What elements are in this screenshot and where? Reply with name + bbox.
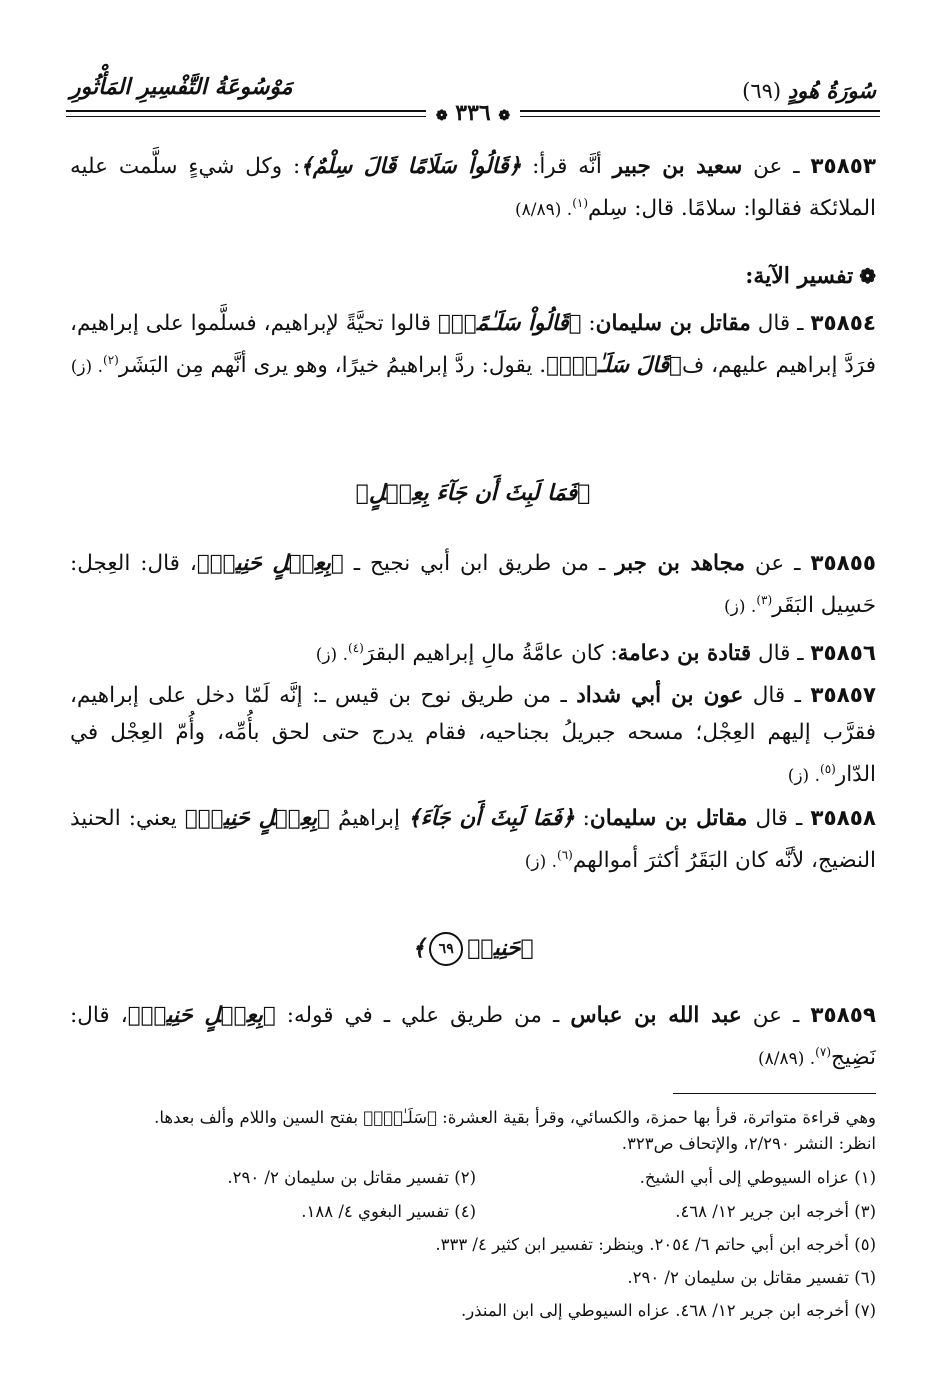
entry-35856: ٣٥٨٥٦ ـ قال قتادة بن دعامة: كان عامَّةُ مالِ إبراهيم البقرَ$^{(٤)}$. (ز) bbox=[315, 641, 876, 667]
sura-name: سُورَةُ هُودٍ bbox=[787, 78, 876, 103]
entry-35853: ٣٥٨٥٣ ـ عن سعيد بن جبير أنَّه قرأ: ﴿قَالُواْ سَلَامًا قَالَ سِلْمٌ﴾: وكل شيءٍ سلَّمت عليه الملائكة فقالوا: سلامًا. قال: سِلم$^{(١)}$. (٨/٨٩) bbox=[70, 154, 876, 222]
running-header-book-title: مَوْسُوعَةُ التَّفْسِيرِ المَأْثُورِ bbox=[70, 74, 293, 100]
footnote-intro-line2: انظر: النشر ٢/٢٩٠، والإتحاف ص٣٢٣. bbox=[621, 1134, 876, 1153]
section-heading: ❁تفسير الآية: bbox=[745, 263, 876, 289]
ornament-icon: ❁ bbox=[435, 108, 448, 124]
entry-35857: ٣٥٨٥٧ ـ قال عون بن أبي شداد ـ من طريق نوح بن قيس ـ: إنَّه لَمّا دخل على إبراهيم، فقرَّب إليهم العِجْل؛ مسحه جبريلُ بجناحيه، فقام يدرج حتى لحق بأُمِّه، وأُمّ العِجْل في الدّار$^{(٥)}$. (ز) bbox=[70, 683, 876, 788]
footnote-intro-line1: وهي قراءة متواترة، قرأ بها حمزة، والكسائي، وقرأ بقية العشرة: ﴿سَلَـٰمٌۖ﴾ بفتح السين واللام وألف بعدها. bbox=[154, 1108, 876, 1127]
sura-verse-number: (٦٩) bbox=[742, 79, 782, 103]
entry-35859: ٣٥٨٥٩ ـ عن عبد الله بن عباس ـ من طريق علي ـ في قوله: ﴿بِعِجۡلٍ حَنِيذٖ﴾، قال: نَضِيج$^{(٧)}$. (٨/٨٩) bbox=[70, 1003, 876, 1071]
footnote-4: (٤) تفسير البغوي ٤/ ١٨٨. bbox=[301, 1202, 476, 1221]
footnote-7: (٧) أخرجه ابن جرير ١٢/ ٤٦٨. عزاه السيوطي إلى ابن المنذر. bbox=[460, 1301, 876, 1320]
ornament-icon: ❁ bbox=[498, 108, 511, 124]
footnote-1: (١) عزاه السيوطي إلى أبي الشيخ. bbox=[639, 1168, 876, 1187]
footnote-2: (٢) تفسير مقاتل بن سليمان ٢/ ٢٩٠. bbox=[227, 1168, 476, 1187]
verse-number-circle: ٦٩ bbox=[429, 932, 463, 966]
entry-35855: ٣٥٨٥٥ ـ عن مجاهد بن جبر ـ من طريق ابن أبي نجيح ـ ﴿بِعِجۡلٍ حَنِيذٖ﴾، قال: العِجل: حَسِيل البَقَر$^{(٣)}$. (ز) bbox=[70, 551, 877, 619]
footnote-3: (٣) أخرجه ابن جرير ١٢/ ٤٦٨. bbox=[675, 1202, 876, 1221]
footnote-separator bbox=[673, 1093, 876, 1094]
flower-ornament-icon: ❁ bbox=[859, 264, 876, 288]
entry-35854: ٣٥٨٥٤ ـ قال مقاتل بن سليمان: ﴿قَالُواْ سَلَـٰمًاۖ﴾ قالوا تحيَّةً لإبراهيم، فسلَّموا على إبراهيم، فرَدَّ إبراهيم عليهم، ف﴿قَالَ سَلَـٰمٌۖ﴾. يقول: ردَّ إبراهيمُ خيرًا، وهو يرى أنَّهم مِن البَشَر$^{(٢)}$. (ز) bbox=[70, 311, 877, 379]
entry-35858: ٣٥٨٥٨ ـ قال مقاتل بن سليمان: ﴿فَمَا لَبِثَ أَن جَآءَ﴾ إبراهيمُ ﴿بِعِجۡلٍ حَنِيذٖ﴾ يعني: الحنيذ النضيج، لأنَّه كان البَقَرُ أكثرَ أموالهم$^{(٦)}$. (ز) bbox=[70, 806, 876, 874]
footnote-row bbox=[70, 1166, 876, 1190]
footnote-6: (٦) تفسير مقاتل بن سليمان ٢/ ٢٩٠. bbox=[627, 1268, 876, 1287]
verse-heading-hanidh: ﴿حَنِيذٖ٦٩﴾ bbox=[0, 932, 946, 966]
page-number: ❁ ٣٣٦ ❁ bbox=[426, 100, 520, 126]
verse-heading: ﴿فَمَا لَبِثَ أَن جَآءَ بِعِجۡلٍ﴾ bbox=[355, 480, 591, 506]
footnote-row bbox=[70, 1200, 876, 1224]
footnote-5: (٥) أخرجه ابن أبي حاتم ٦/ ٢٠٥٤. وينظر: تفسير ابن كثير ٤/ ٣٣٣. bbox=[435, 1235, 876, 1254]
